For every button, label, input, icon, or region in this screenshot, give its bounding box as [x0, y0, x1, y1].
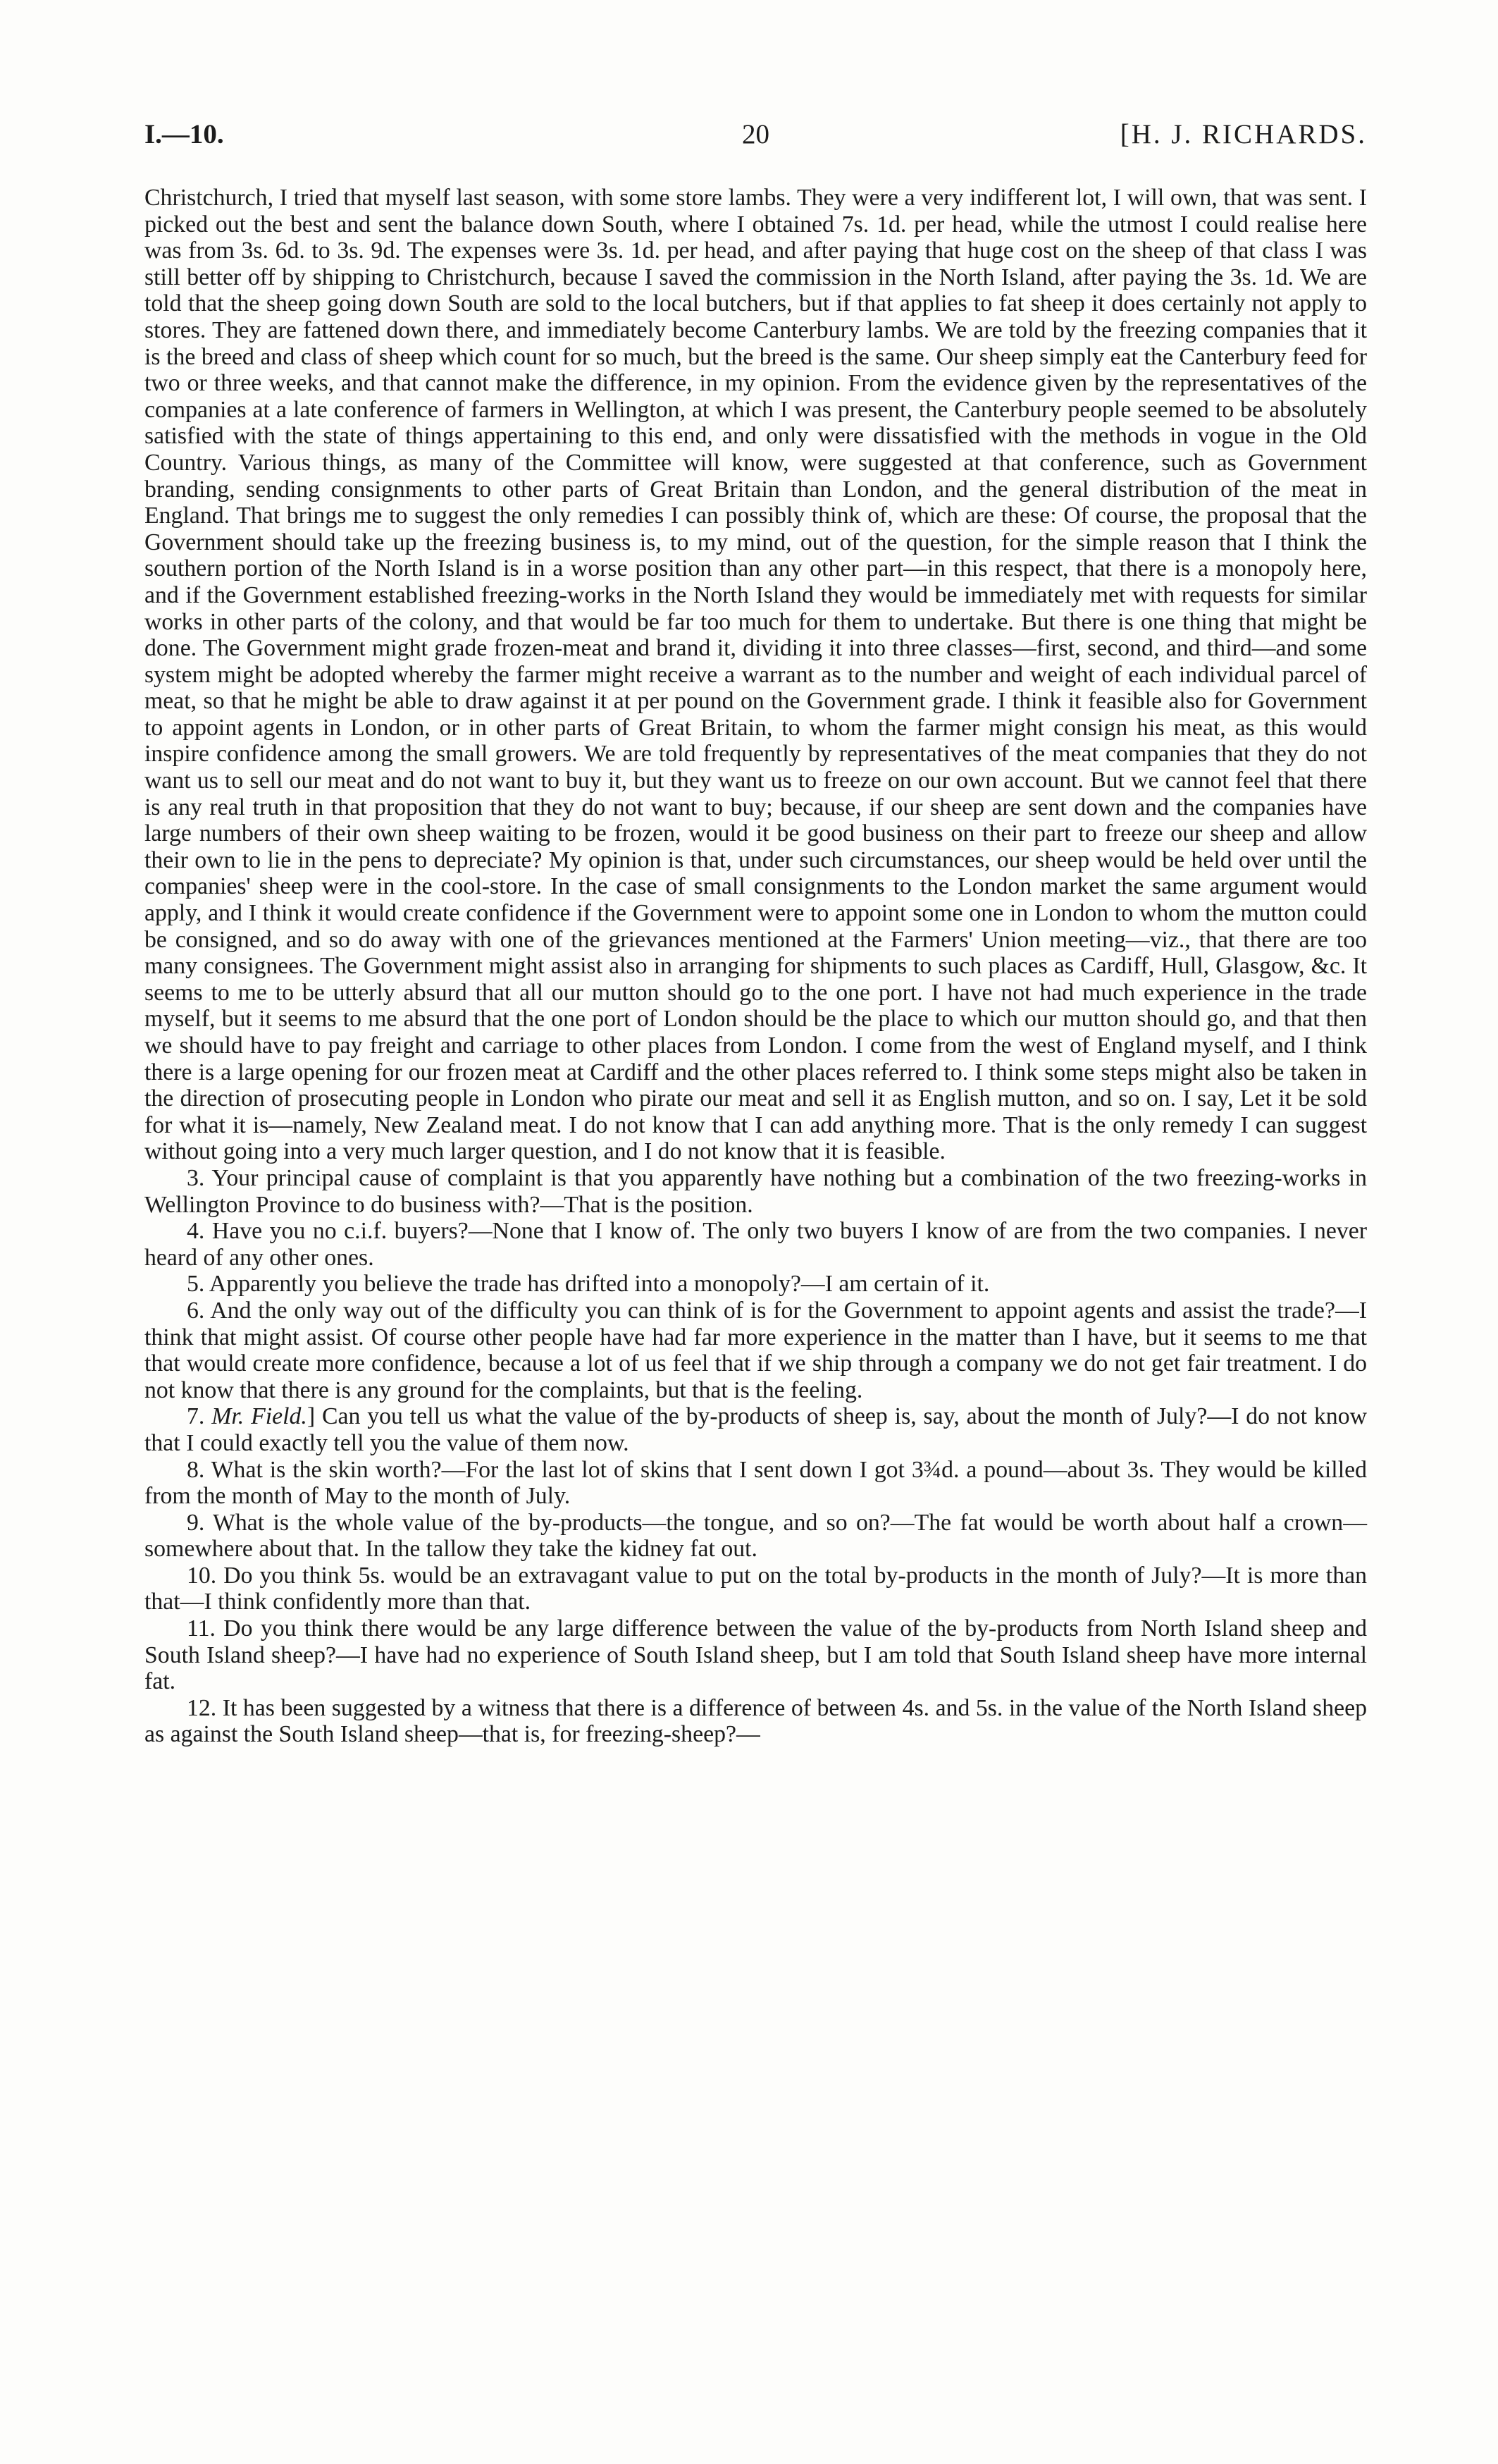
- evidence-body: [144, 185, 1367, 1748]
- question-7: [144, 1403, 1367, 1456]
- opening-paragraph: Christchurch, I tried that myself last season, with some store lambs. They were a very indifferent lot, I will own, that was sent. I picked out the best and sent the balance down South, where I obtained 7s. 1d. per head, while the utmost I could realise here was from 3s. 6d. to 3s. 9d. The expenses were 3s. 1d. per head, and after paying that huge cost on the sheep of that class I was still better off by shipping to Christchurch, because I saved the commission in the North Island, after paying the 3s. 1d. We are told that the sheep going down South are sold to the local butchers, but if that applies to fat sheep it does certainly not apply to stores. They are fattened down there, and immediately become Canterbury lambs. We are told by the freezing companies that it is the breed and class of sheep which count for so much, but the breed is the same. Our sheep simply eat the Canterbury feed for two or three weeks, and that cannot make the difference, in my opinion. From the evidence given by the representatives of the companies at a late conference of farmers in Wellington, at which I was present, the Canterbury people seemed to be absolutely satisfied with the state of things appertaining to this end, and only were dissatisfied with the methods in vogue in the Old Country. Various things, as many of the Committee will know, were suggested at that conference, such as Government branding, sending consignments to other parts of Great Britain than London, and the general distribution of the meat in England. That brings me to suggest the only remedies I can possibly think of, which are these: Of course, the proposal that the Government should take up the freezing business is, to my mind, out of the question, for the simple reason that I think the southern portion of the North Island is in a worse position than any other part—in this respect, that there is a monopoly here, and if the Government established freezing-works in the North Island they would be immediately met with requests for similar works in other parts of the colony, and that would be far too much for them to undertake. But there is one thing that might be done. The Government might grade frozen-meat and brand it, dividing it into three classes—first, second, and third—and some system might be adopted whereby the farmer might receive a warrant as to the number and weight of each individual parcel of meat, so that he might be able to draw against it at per pound on the Government grade. I think it feasible also for Government to appoint agents in London, or in other parts of Great Britain, to whom the farmer might consign his meat, as this would inspire confidence among the small growers. We are told frequently by representatives of the meat companies that they do not want us to sell our meat and do not want to buy it, but they want us to freeze on our own account. But we cannot feel that there is any real truth in that proposition that they do not want to buy; because, if our sheep are sent down and the companies have large numbers of their own sheep waiting to be frozen, would it be good business on their part to freeze our sheep and allow their own to lie in the pens to depreciate? My opinion is that, under such circumstances, our sheep would be held over until the companies' sheep were in the cool-store. In the case of small consignments to the London market the same argument would apply, and I think it would create confidence if the Government were to appoint some one in London to whom the mutton could be consigned, and so do away with one of the grievances mentioned at the Farmers' Union meeting—viz., that there are too many consignees. The Government might assist also in arranging for shipments to such places as Cardiff, Hull, Glasgow, &c. It seems to me to be utterly absurd that all our mutton should go to the one port. I have not had much experience in the trade myself, but it seems to me absurd that the one port of London should be the place to which our mutton should go, and that then we should have to pay freight and carriage to other places from London. I come from the west of England myself, and I think there is a large opening for our frozen meat at Cardiff and the other places referred to. I think some steps might also be taken in the direction of prosecuting people in London who pirate our meat and sell it as English mutton, and so on. I say, Let it be sold for what it is—namely, New Zealand meat. I do not know that I can add anything more. That is the only remedy I can suggest without going into a very much larger question, and I do not know that it is feasible.: [144, 185, 1367, 1165]
- question-11: 11. Do you think there would be any large difference between the value of the by-products from North Island sheep and South Island sheep?—I have had no experience of South Island sheep, but I am told that South Island sheep have more internal fat.: [144, 1615, 1367, 1695]
- page-header: [144, 118, 1367, 161]
- question-10: 10. Do you think 5s. would be an extravagant value to put on the total by-products in the month of July?—It is more than that—I think confidently more than that.: [144, 1562, 1367, 1615]
- witness-name: [H. J. RICHARDS.: [1120, 119, 1367, 149]
- question-7-number: 7.: [187, 1403, 205, 1430]
- question-3: 3. Your principal cause of complaint is that you apparently have nothing but a combination of the two freezing-works in Wellington Province to do business with?—That is the position.: [144, 1164, 1367, 1218]
- paper-reference: I.—10.: [144, 119, 224, 149]
- question-9: 9. What is the whole value of the by-products—the tongue, and so on?—The fat would be worth about half a crown—somewhere about that. In the tallow they take the kidney fat out.: [144, 1509, 1367, 1563]
- page-number: 20: [742, 119, 769, 149]
- question-7-text: ] Can you tell us what the value of the by-products of sheep is, say, about the month of July?—I do not know that I could exactly tell you the value of them now.: [144, 1403, 1368, 1456]
- question-5: 5. Apparently you believe the trade has drifted into a monopoly?—I am certain of it.: [187, 1271, 990, 1298]
- question-12: 12. It has been suggested by a witness that there is a difference of between 4s. and 5s. in the value of the North Island sheep as against the South Island sheep—that is, for freezing-sheep?—: [144, 1694, 1367, 1748]
- question-8: 8. What is the skin worth?—For the last lot of skins that I sent down I got 3¾d. a pound—about 3s. They would be killed from the month of May to the month of July.: [144, 1456, 1367, 1510]
- speaker-name: Mr. Field.: [211, 1403, 307, 1430]
- question-6: 6. And the only way out of the difficulty you can think of is for the Government to appoint agents and assist the trade?—I think that might assist. Of course other people have had far more experience in the matter than I have, but it seems to me that that would create more confidence, because a lot of us feel that if we ship through a company we do not get fair treatment. I do not know that there is any ground for the complaints, but that is the feeling.: [144, 1297, 1367, 1403]
- question-4: 4. Have you no c.i.f. buyers?—None that I know of. The only two buyers I know of are from the two companies. I never heard of any other ones.: [144, 1218, 1367, 1271]
